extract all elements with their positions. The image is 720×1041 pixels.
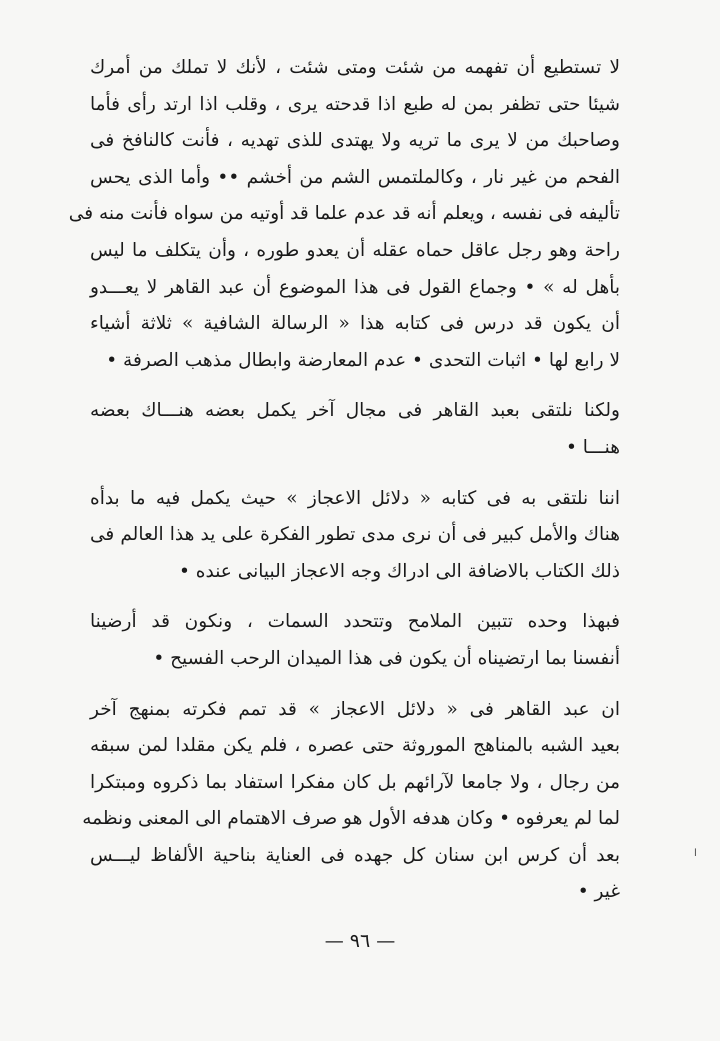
text-line: ان عبد القاهر فى « دلائل الاعجاز » قد تمم فكرته بمنهج آخر [90, 698, 620, 720]
text-line: شيئا حتى تظفر بمن له طبع اذا قدحته يرى ، وقلب اذا ارتد رأى فأما [90, 93, 620, 115]
text-line: تأليفه فى نفسه ، ويعلم أنه قد عدم علما قد أوتيه من سواه فأنت منه فى [68, 203, 620, 225]
paragraph-2 [90, 393, 620, 466]
paragraph-5 [82, 692, 620, 912]
text-line: بعد أن كرس ابن سنان كل جهده فى العناية بناحية الألفاظ ليـــس [90, 844, 620, 866]
text-line: ذلك الكتاب بالاضافة الى ادراك وجه الاعجاز البيانى عنده • [179, 560, 620, 582]
text-line: الفحم من غير نار ، وكالملتمس الشم من أخشم •• وأما الذى يحس [90, 166, 620, 188]
margin-mark: ا [694, 848, 697, 859]
paragraph-1 [68, 50, 620, 379]
text-line: ولكنا نلتقى بعبد القاهر فى مجال آخر يكمل بعضه هنـــاك بعضه [90, 400, 620, 422]
text-line: بعيد الشبه بالمناهج الموروثة حتى عصره ، فلم يكن مقلدا لمن سبقه [90, 735, 620, 757]
text-line: وصاحبك من لا يرى ما تريه ولا يهتدى للذى تهديه ، فأنت كالنافخ فى [90, 130, 620, 152]
text-line: راحة وهو رجل عاقل حماه عقله أن يعدو طوره ، وأن يتكلف ما ليس [90, 239, 620, 261]
text-line: هنـــا • [565, 436, 620, 458]
text-line: اننا نلتقى به فى كتابه « دلائل الاعجاز » حيث يكمل فيه ما بدأه [90, 487, 620, 509]
text-line: بأهل له » • وجماع القول فى هذا الموضوع أن عبد القاهر لا يعـــدو [90, 276, 620, 298]
paragraph-3 [90, 481, 620, 591]
text-line: لا تستطيع أن تفهمه من شئت ومتى شئت ، لأنك لا تملك من أمرك [90, 57, 620, 78]
text-line: من رجال ، ولا جامعا لآرائهم بل كان مفكرا استفاد بما ذكروه ومبتكرا [90, 771, 620, 793]
text-line: أنفسنا بما ارتضيناه أن يكون فى هذا الميدان الرحب الفسيح • [153, 647, 620, 669]
text-line: هناك والأمل كبير فى أن نرى مدى تطور الفكرة على يد هذا العالم فى [90, 524, 620, 546]
text-line: فبهذا وحده تتبين الملامح وتتحدد السمات ، ونكون قد أرضينا [90, 611, 620, 633]
text-line: أن يكون قد درس فى كتابه هذا « الرسالة الشافية » ثلاثة أشياء [90, 313, 620, 335]
text-line: لا رابع لها • اثبات التحدى • عدم المعارضة وابطال مذهب الصرفة • [106, 349, 620, 371]
page-number: — ٩٦ — [324, 930, 396, 952]
paragraph-4 [90, 604, 620, 677]
text-line: غير • [577, 881, 620, 903]
text-line: لما لم يعرفوه • وكان هدفه الأول هو صرف الاهتمام الى المعنى ونظمه [82, 808, 620, 830]
